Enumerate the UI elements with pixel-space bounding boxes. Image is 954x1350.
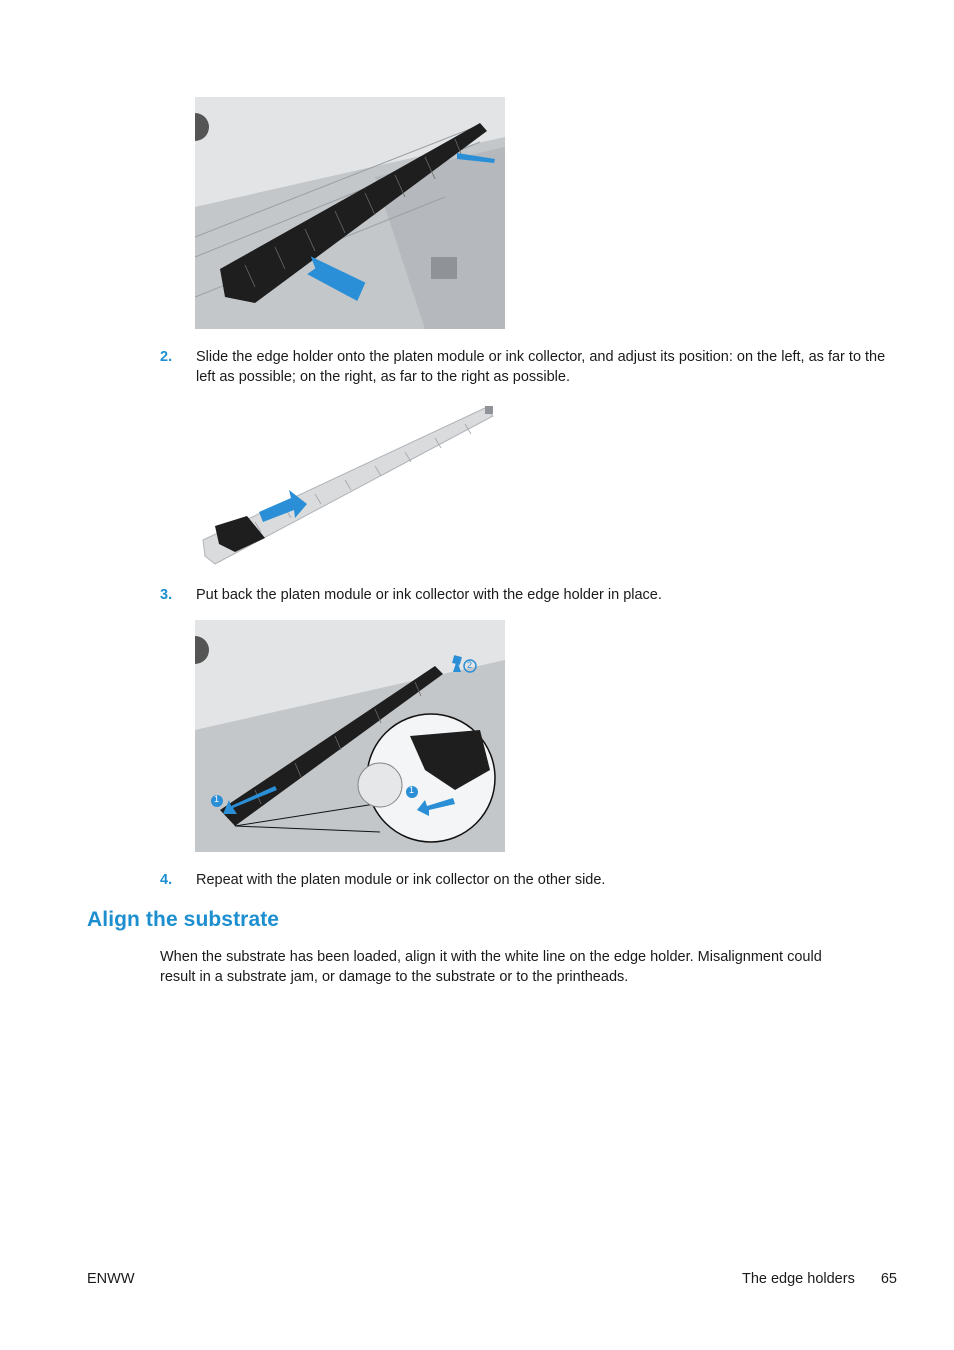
callout-1-inset: 1 (409, 785, 415, 795)
step-text: Slide the edge holder onto the platen module or ink collector, and adjust its position: on the left, as far to the left as possible; on the right, as far to the right as possible. (196, 349, 886, 385)
callout-1: 1 (214, 794, 220, 804)
step-text: Put back the platen module or ink collector with the edge holder in place. (196, 587, 662, 603)
edge-holder-sliding-illustration (195, 400, 505, 570)
page-number: 65 (880, 1271, 897, 1287)
step-number: 2. (160, 349, 173, 365)
step-number: 3. (160, 587, 173, 603)
step-text: Repeat with the platen module or ink collector on the other side. (196, 872, 606, 888)
footer-section-name: The edge holders (741, 1271, 855, 1287)
section-heading: Align the substrate (87, 908, 280, 931)
footer-doc-id: ENWW (87, 1271, 135, 1287)
step-number: 4. (160, 872, 173, 888)
footer-right (742, 1271, 897, 1287)
section-body: When the substrate has been loaded, align it with the white line on the edge holder. Misalignment could result in a substrate jam, or damage to the substrate or to the printheads. (160, 949, 822, 985)
edge-holder-removal-illustration (195, 97, 505, 329)
platen-reinstall-illustration (195, 620, 505, 852)
callout-2: 2 (467, 660, 473, 670)
